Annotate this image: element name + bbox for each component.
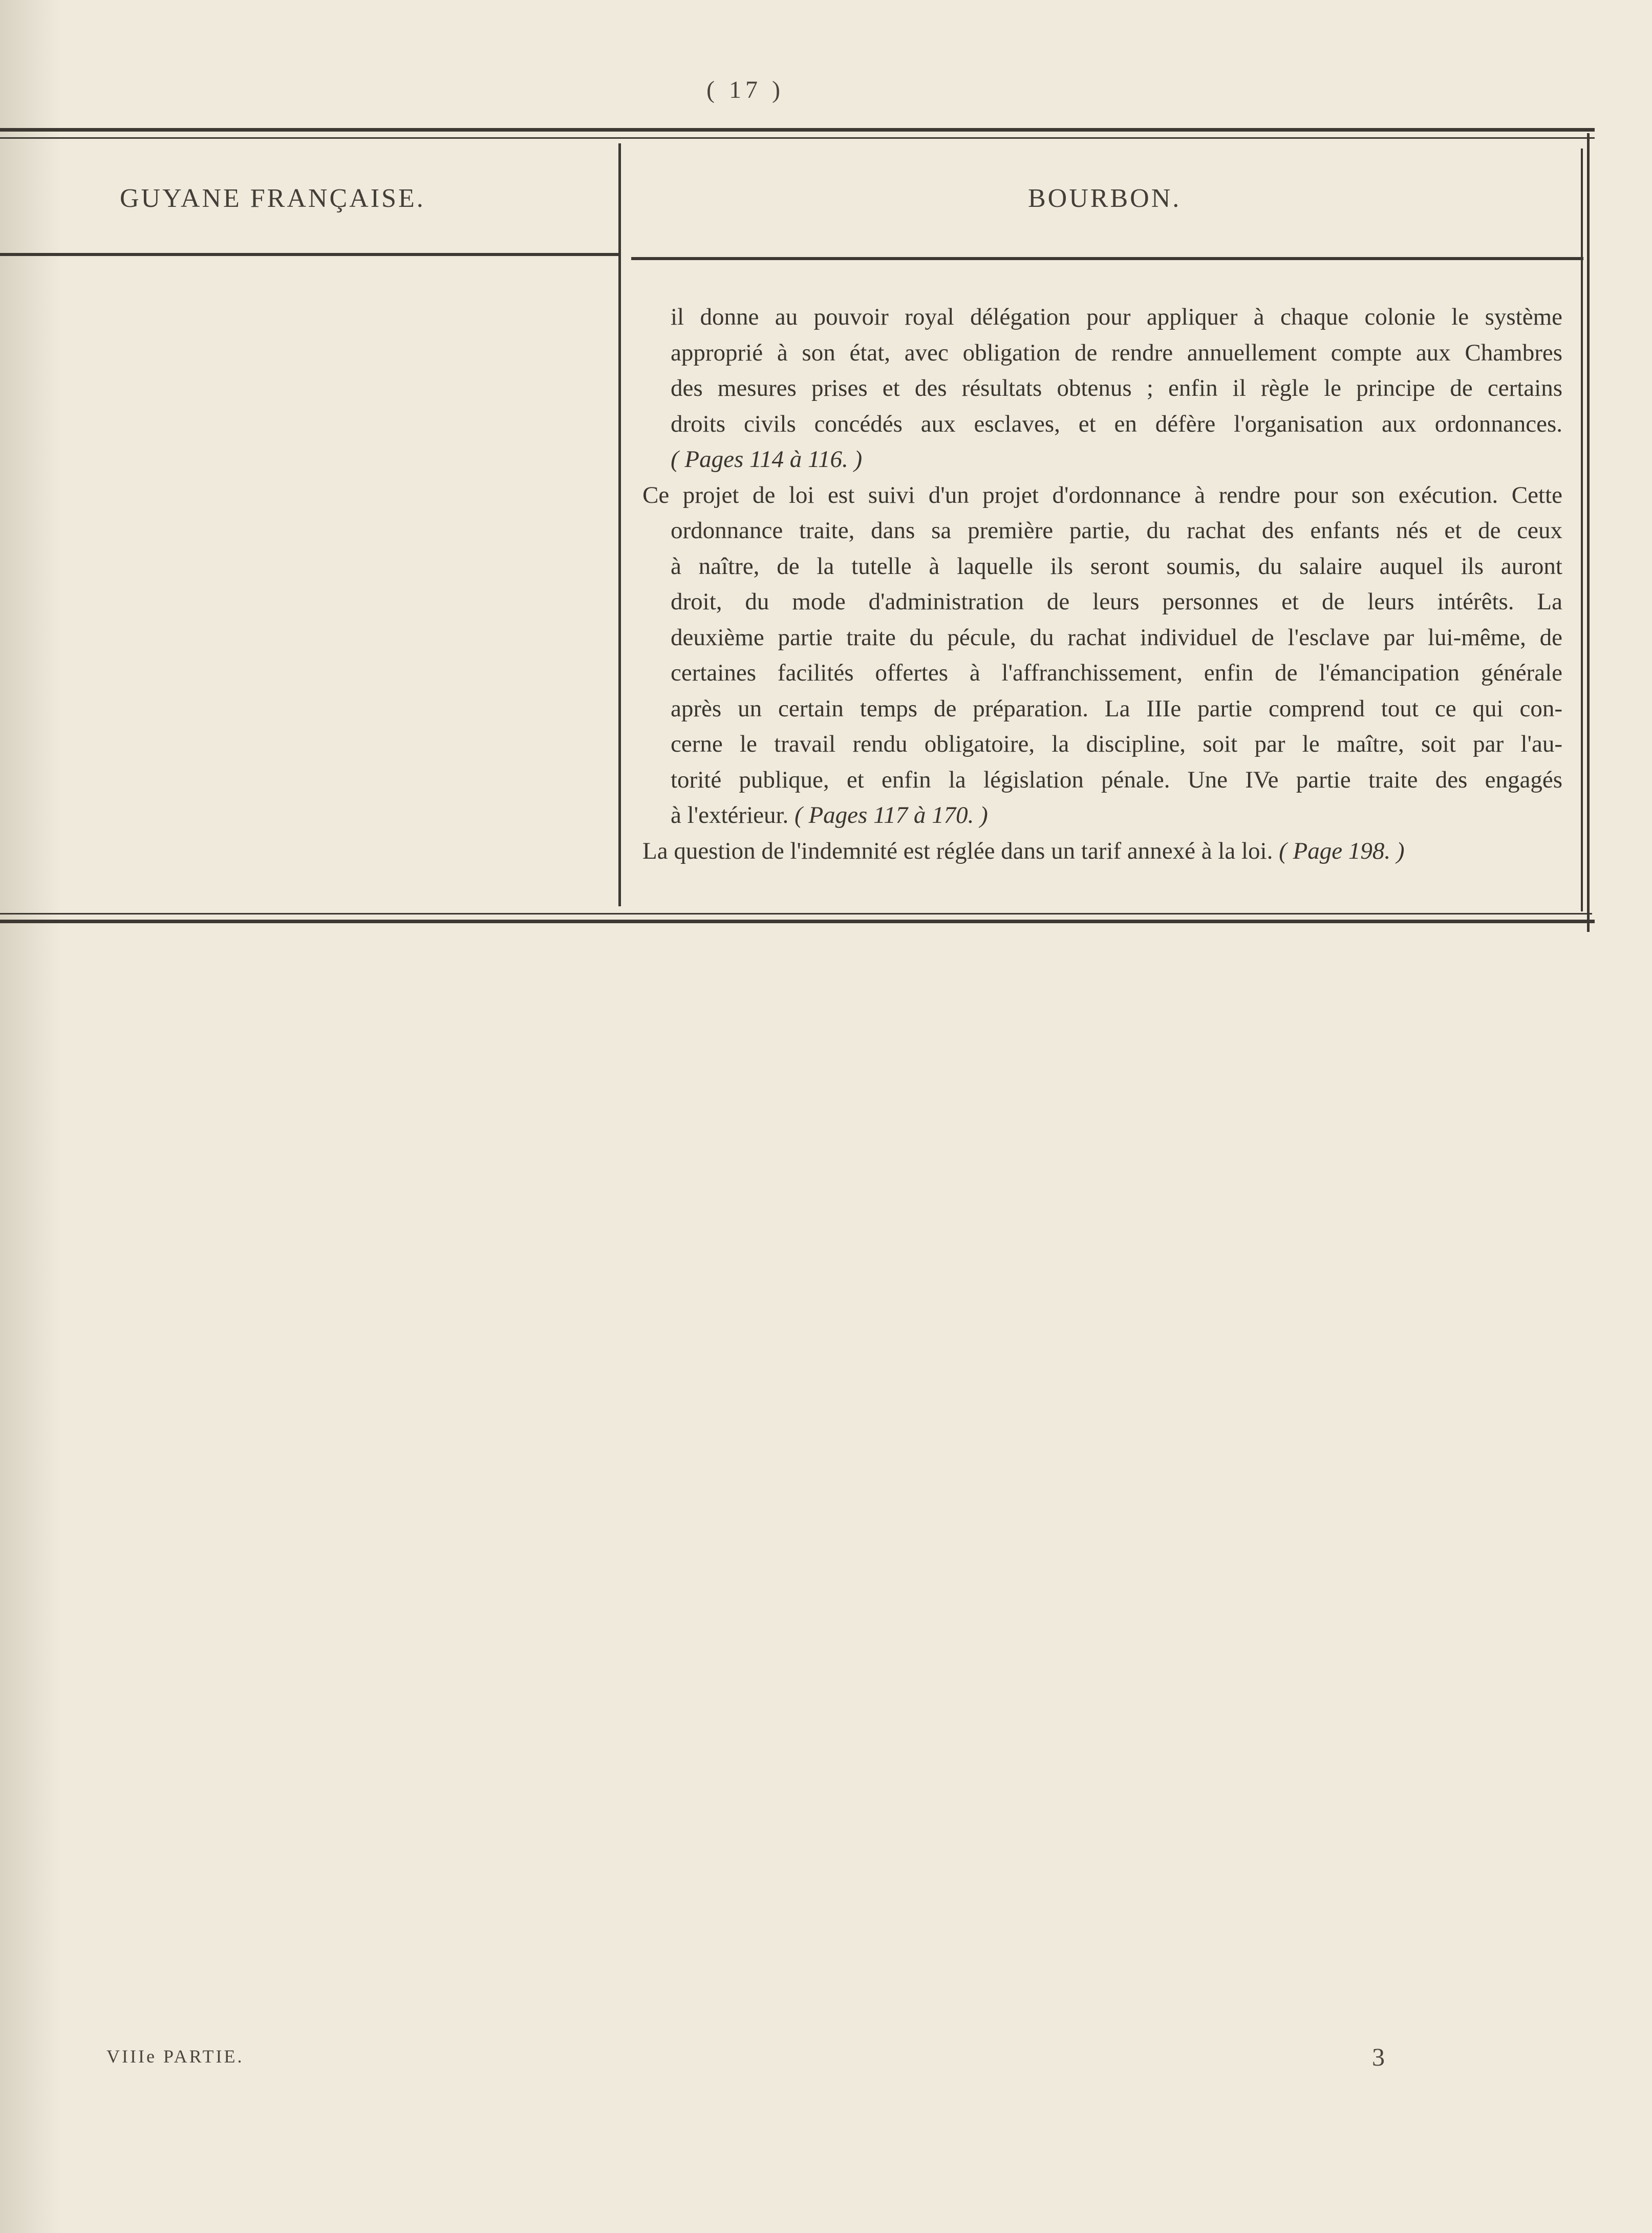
text-line: Ce projet de loi est suivi d'un projet d'ordonnance à rendre pour son exécution. Cette: [642, 481, 1562, 508]
text-line: [671, 798, 1562, 834]
column-heading-bourbon: BOURBON.: [1028, 184, 1182, 213]
text-fragment: La question de l'indemnité est réglée dans un tarif annexé à la loi.: [642, 837, 1273, 864]
text-line: après un certain temps de préparation. La IIIe partie comprend tout ce qui con-: [671, 695, 1562, 722]
top-rule-thick: [0, 128, 1595, 132]
page-reference: ( Pages 117 à 170. ): [795, 802, 988, 828]
text-line: deuxième partie traite du pécule, du rachat individuel de l'esclave par lui-même, de: [671, 624, 1562, 651]
paragraph-3: [642, 834, 1562, 869]
column-divider: [618, 143, 621, 906]
text-line: à naître, de la tutelle à laquelle ils seront soumis, du salaire auquel ils auront: [671, 552, 1562, 580]
text-fragment: à l'extérieur.: [671, 802, 789, 828]
header-rule-left: [0, 253, 621, 256]
text-line: cerne le travail rendu obligatoire, la discipline, soit par le maître, soit par l'au-: [671, 731, 1562, 757]
text-line: ordonnance traite, dans sa première partie, du rachat des enfants nés et de ceux: [671, 517, 1562, 544]
text-line: droit, du mode d'administration de leurs personnes et de leurs intérêts. La: [671, 588, 1562, 615]
sheet-number: 3: [1372, 2043, 1385, 2071]
page-reference: ( Page 198. ): [1279, 837, 1405, 864]
column-heading-guyane: GUYANE FRANÇAISE.: [120, 184, 425, 213]
page-number: ( 17 ): [706, 76, 784, 103]
text-line: [671, 442, 1562, 478]
bottom-rule-thin: [0, 913, 1592, 915]
text-line: torité publique, et enfin la législation pénale. Une IVe partie traite des engagés: [671, 766, 1562, 793]
part-label: VIIIe PARTIE.: [106, 2046, 244, 2067]
frame-right-inner: [1581, 148, 1583, 911]
bourbon-column-text: [642, 300, 1562, 869]
bottom-rule-thick: [0, 920, 1595, 923]
top-rule-thin: [0, 137, 1595, 139]
header-rule-right: [631, 257, 1583, 260]
text-line: [642, 834, 1562, 869]
text-line: des mesures prises et des résultats obtenus ; enfin il règle le principe de certains: [671, 375, 1562, 401]
paragraph-2: [642, 478, 1562, 834]
page-reference: ( Pages 114 à 116. ): [671, 446, 863, 473]
text-line: approprié à son état, avec obligation de rendre annuellement compte aux Chambres: [671, 339, 1562, 366]
paragraph-1: [642, 300, 1562, 478]
text-line: certaines facilités offertes à l'affranchissement, enfin de l'émancipation générale: [671, 660, 1562, 686]
text-line: droits civils concédés aux esclaves, et en défère l'organisation aux ordonnances.: [671, 410, 1562, 437]
page-edge-shadow: [0, 0, 61, 2233]
frame-right-outer: [1587, 133, 1590, 932]
text-line: il donne au pouvoir royal délégation pour appliquer à chaque colonie le système: [671, 304, 1562, 330]
